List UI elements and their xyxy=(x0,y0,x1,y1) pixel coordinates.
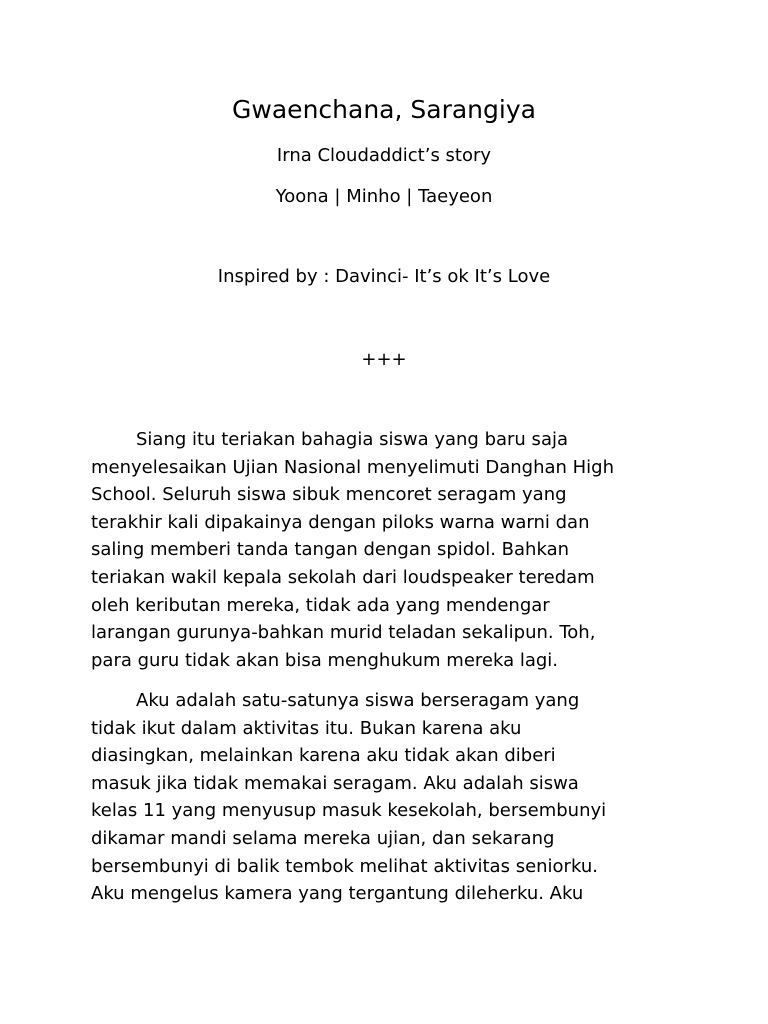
story-title: Gwaenchana, Sarangiya xyxy=(232,95,536,124)
paragraph-line: larangan gurunya-bahkan murid teladan sekalipun. Toh, xyxy=(91,622,596,644)
paragraph-line: Aku adalah satu-satunya siswa berseragam yang xyxy=(136,690,580,711)
paragraph-line: dikamar mandi selama mereka ujian, dan sekarang xyxy=(91,827,555,849)
paragraph-line: diasingkan, melainkan karena aku tidak akan diberi xyxy=(91,745,556,767)
paragraph-line: kelas 11 yang menyusup masuk kesekolah, bersembunyi xyxy=(91,800,607,822)
paragraph-line: para guru tidak akan bisa menghukum mereka lagi. xyxy=(91,649,559,671)
paragraph-line: saling memberi tanda tangan dengan spidol. Bahkan xyxy=(91,539,570,561)
section-divider: +++ xyxy=(361,349,407,370)
inspired-line: Inspired by : Davinci- It’s ok It’s Love xyxy=(217,266,551,287)
cast-line: Yoona | Minho | Taeyeon xyxy=(275,186,493,207)
paragraph-2 xyxy=(91,687,691,908)
paragraph-line: menyelesaikan Ujian Nasional menyelimuti Danghan High xyxy=(91,456,615,478)
paragraph-line: masuk jika tidak memakai seragam. Aku adalah siswa xyxy=(91,772,579,794)
paragraph-line: oleh keributan mereka, tidak ada yang mendengar xyxy=(91,594,550,616)
paragraph-1 xyxy=(91,426,691,674)
paragraph-line: Siang itu teriakan bahagia siswa yang baru saja xyxy=(136,429,568,450)
paragraph-line: School. Seluruh siswa sibuk mencoret seragam yang xyxy=(91,484,567,506)
paragraph-line: terakhir kali dipakainya dengan piloks warna warni dan xyxy=(91,511,590,533)
paragraph-line: Aku mengelus kamera yang tergantung dileherku. Aku xyxy=(91,883,584,905)
author-line: Irna Cloudaddict’s story xyxy=(276,145,492,166)
paragraph-line: tidak ikut dalam aktivitas itu. Bukan karena aku xyxy=(91,717,522,739)
paragraph-line: bersembunyi di balik tembok melihat aktivitas seniorku. xyxy=(91,855,598,877)
paragraph-line: teriakan wakil kepala sekolah dari loudspeaker teredam xyxy=(91,566,595,588)
